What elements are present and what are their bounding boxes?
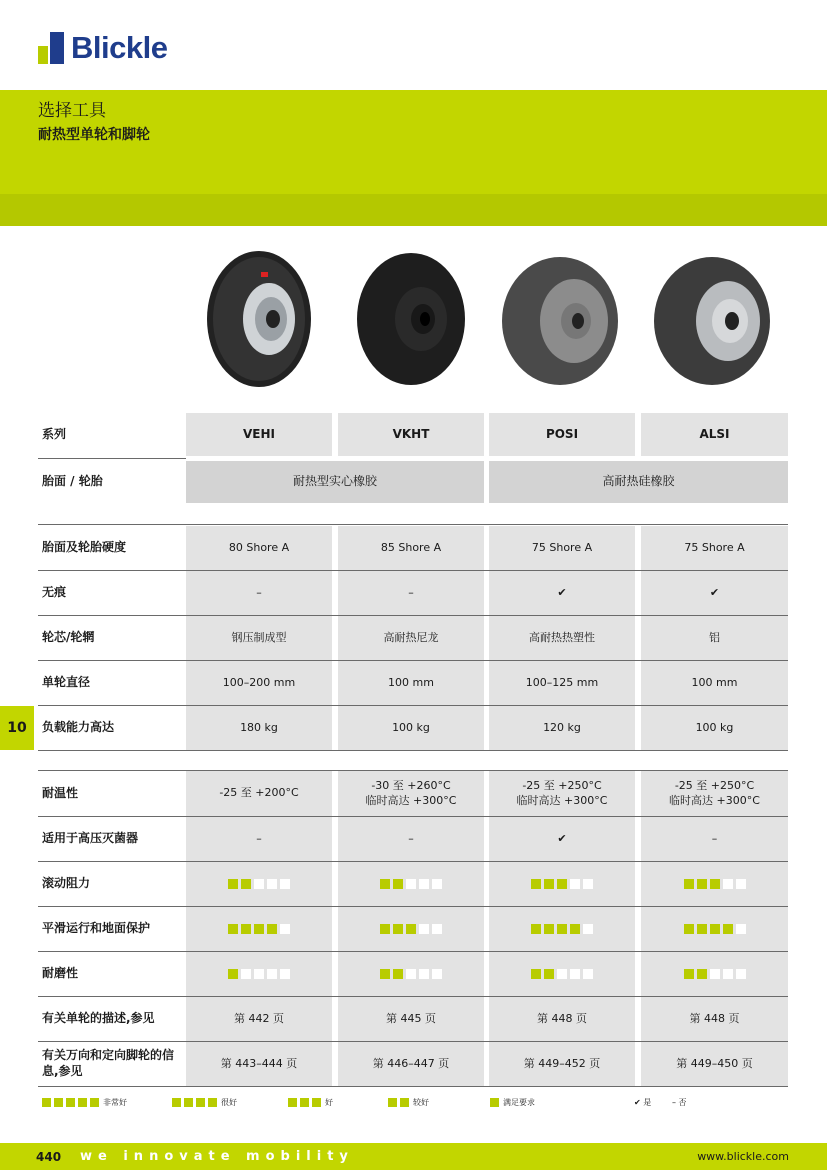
- chapter-tab: 10: [0, 706, 34, 750]
- spec-cell: 高耐热尼龙: [338, 616, 484, 660]
- rating-squares: [380, 969, 442, 979]
- spec-cell: ✔: [641, 571, 788, 615]
- series-posi: POSI: [489, 413, 635, 456]
- ref-cell: 第 443–444 页: [186, 1042, 332, 1086]
- rating-squares: [531, 879, 593, 889]
- page-number: 440: [36, 1149, 62, 1164]
- website-link[interactable]: www.blickle.com: [697, 1150, 789, 1163]
- logo-mark-icon: [38, 32, 68, 64]
- legend-5: [42, 1097, 127, 1108]
- legend-1-label: 满足要求: [503, 1098, 535, 1107]
- spec-cell: 100 kg: [338, 706, 484, 750]
- ref-cell: 第 448 页: [641, 997, 788, 1041]
- rating-cell: [186, 907, 332, 951]
- spec-cell: 100 kg: [641, 706, 788, 750]
- series-vehi: VEHI: [186, 413, 332, 456]
- autoclave-cell: –: [338, 817, 484, 861]
- rating-squares: [531, 969, 593, 979]
- rating-cell: [489, 952, 635, 996]
- wheel-image-vkht: [355, 250, 467, 388]
- rating-squares: [684, 924, 746, 934]
- heat-label: 耐温性: [42, 785, 79, 800]
- rating-cell: [338, 952, 484, 996]
- legend-no: [672, 1097, 687, 1108]
- rating-label: 平滑运行和地面保护: [42, 921, 151, 936]
- row-label: 单轮直径: [42, 675, 91, 690]
- legend-4: [172, 1097, 237, 1108]
- spec-cell: 85 Shore A: [338, 526, 484, 570]
- rating-squares: [380, 924, 442, 934]
- ref-cell: 第 448 页: [489, 997, 635, 1041]
- wheel-image-alsi: [652, 252, 772, 390]
- page-title: 选择工具: [38, 101, 106, 121]
- legend-no-label: – 否: [672, 1098, 687, 1107]
- ref-label: 有关单轮的描述,参见: [42, 1011, 155, 1026]
- rating-cell: [186, 952, 332, 996]
- blickle-logo: [38, 30, 167, 66]
- header-band-bottom: [0, 194, 827, 226]
- series-alsi: ALSI: [641, 413, 788, 456]
- spec-cell: –: [338, 571, 484, 615]
- series-vkht: VKHT: [338, 413, 484, 456]
- spec-cell: 120 kg: [489, 706, 635, 750]
- heat-cell: -30 至 +260°C 临时高达 +300°C: [338, 771, 484, 816]
- tread-group-silicone: 高耐热硅橡胶: [489, 461, 788, 503]
- footer: [0, 1143, 827, 1170]
- spec-cell: 75 Shore A: [489, 526, 635, 570]
- spec-cell: ✔: [489, 571, 635, 615]
- legend: [42, 1097, 802, 1109]
- tread-label: 胎面 / 轮胎: [42, 474, 103, 489]
- legend-3-label: 好: [325, 1098, 333, 1107]
- heat-cell: -25 至 +200°C: [186, 771, 332, 816]
- spec-cell: 100 mm: [641, 661, 788, 705]
- rating-squares: [228, 924, 290, 934]
- rating-label: 滚动阻力: [42, 876, 91, 891]
- autoclave-cell: ✔: [489, 817, 635, 861]
- rating-squares: [380, 879, 442, 889]
- spec-cell: 180 kg: [186, 706, 332, 750]
- autoclave-label: 适用于高压灭菌器: [42, 831, 139, 846]
- row-label: 无痕: [42, 585, 67, 600]
- ref-label: 有关万向和定向脚轮的信息,参见: [42, 1048, 175, 1078]
- spec-cell: 75 Shore A: [641, 526, 788, 570]
- legend-4-label: 很好: [221, 1098, 237, 1107]
- legend-3: [288, 1097, 333, 1108]
- rating-label: 耐磨性: [42, 966, 79, 981]
- legend-yes: [634, 1097, 651, 1108]
- ref-cell: 第 449–450 页: [641, 1042, 788, 1086]
- divider: [38, 1086, 788, 1087]
- heat-cell: -25 至 +250°C 临时高达 +300°C: [489, 771, 635, 816]
- legend-1: [490, 1097, 535, 1108]
- series-label: 系列: [42, 426, 67, 441]
- logo-text: Blickle: [71, 30, 168, 65]
- spec-cell: 100–200 mm: [186, 661, 332, 705]
- spec-cell: –: [186, 571, 332, 615]
- divider: [38, 524, 788, 525]
- legend-5-label: 非常好: [103, 1098, 127, 1107]
- page-subtitle: 耐热型单轮和脚轮: [38, 127, 150, 143]
- rating-squares: [228, 969, 290, 979]
- ref-cell: 第 445 页: [338, 997, 484, 1041]
- autoclave-cell: –: [186, 817, 332, 861]
- row-label: 轮芯/轮辋: [42, 630, 95, 645]
- spec-cell: 100 mm: [338, 661, 484, 705]
- ref-cell: 第 446–447 页: [338, 1042, 484, 1086]
- row-label: 胎面及轮胎硬度: [42, 540, 127, 555]
- legend-2-label: 较好: [413, 1098, 429, 1107]
- divider: [38, 458, 186, 459]
- ref-cell: 第 442 页: [186, 997, 332, 1041]
- rating-cell: [186, 862, 332, 906]
- rating-cell: [489, 862, 635, 906]
- tread-group-rubber: 耐热型实心橡胶: [186, 461, 484, 503]
- rating-cell: [641, 907, 788, 951]
- spec-cell: 钢压制成型: [186, 616, 332, 660]
- rating-cell: [641, 862, 788, 906]
- spec-cell: 铝: [641, 616, 788, 660]
- heat-cell: -25 至 +250°C 临时高达 +300°C: [641, 771, 788, 816]
- spec-cell: 100–125 mm: [489, 661, 635, 705]
- spec-cell: 80 Shore A: [186, 526, 332, 570]
- rating-squares: [228, 879, 290, 889]
- wheel-image-vehi: [203, 250, 315, 388]
- legend-yes-label: ✔ 是: [634, 1098, 652, 1107]
- tagline: we innovate mobility: [80, 1149, 354, 1164]
- divider: [38, 750, 788, 751]
- rating-squares: [684, 969, 746, 979]
- rating-cell: [338, 862, 484, 906]
- wheel-image-posi: [500, 252, 620, 390]
- rating-cell: [338, 907, 484, 951]
- rating-cell: [489, 907, 635, 951]
- row-label: 负载能力高达: [42, 720, 115, 735]
- rating-squares: [531, 924, 593, 934]
- autoclave-cell: –: [641, 817, 788, 861]
- ref-cell: 第 449–452 页: [489, 1042, 635, 1086]
- rating-cell: [641, 952, 788, 996]
- spec-cell: 高耐热热塑性: [489, 616, 635, 660]
- legend-2: [388, 1097, 429, 1108]
- rating-squares: [684, 879, 746, 889]
